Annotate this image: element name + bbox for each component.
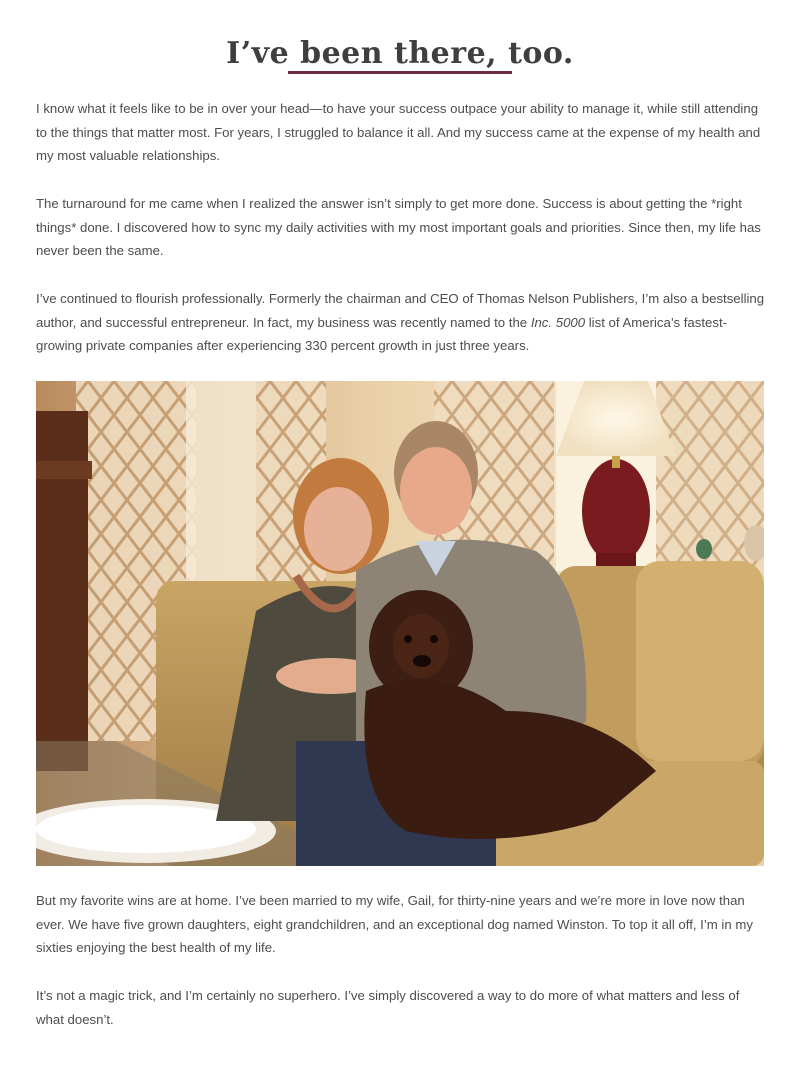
paragraph-closing: It’s not a magic trick, and I’m certainly no superhero. I’ve simply discovered a way to do more of what matters and less of what doesn’t. <box>36 988 740 1027</box>
section-heading: I’ve been there, too. <box>226 36 574 72</box>
paragraph-turnaround: The turnaround for me came when I realized the answer isn’t simply to get more done. Success is about getting the *right things* done. I discovered how to sync my daily activities with my most important goals and priorities. Since then, my life has never been the same. <box>36 196 761 258</box>
paragraph-professional-end: list of America’s fastest-growing private companies after experiencing 330 percent growth in just three years. <box>36 314 728 353</box>
inc-5000-emphasis: Inc. 5000 <box>530 314 586 330</box>
heading-divider <box>288 71 512 74</box>
paragraph-professional <box>36 287 766 358</box>
paragraph-family: But my favorite wins are at home. I’ve been married to my wife, Gail, for thirty-nine years and we’re more in love now than ever. We have five grown daughters, eight grandchildren, and an exceptional dog named Winston. To top it all off, I’m in my sixties enjoying the best health of my life. <box>36 893 753 955</box>
family-photo <box>36 381 764 866</box>
paragraph-struggle: I know what it feels like to be in over your head—to have your success outpace your ability to manage it, while still attending to the things that matter most. For years, I struggled to balance it all. And my success came at the expense of my health and my most valuable relationships. <box>36 101 761 163</box>
paragraph-professional-start: I’ve continued to flourish professionally. Formerly the chairman and CEO of Thomas Nelson Publishers, I’m also a bestselling author, and successful entrepreneur. In fact, my business was recently named to the <box>36 291 765 330</box>
